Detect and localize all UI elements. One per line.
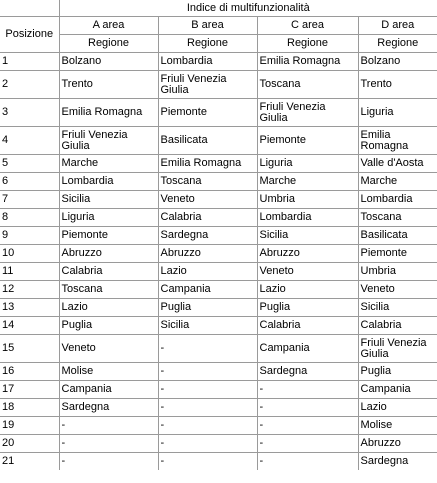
cell-area-c: Marche (257, 173, 358, 191)
cell-area-a: - (59, 453, 158, 471)
cell-area-a: Lombardia (59, 173, 158, 191)
cell-area-b: - (158, 417, 257, 435)
table-row (0, 317, 437, 335)
cell-area-d: Sardegna (358, 453, 437, 471)
cell-area-c: - (257, 435, 358, 453)
corner-cell (0, 0, 59, 17)
table-row (0, 281, 437, 299)
cell-posizione: 1 (0, 53, 59, 71)
cell-area-a: Campania (59, 381, 158, 399)
table-title: Indice di multifunzionalità (59, 0, 437, 17)
cell-area-a: - (59, 435, 158, 453)
cell-area-c: Calabria (257, 317, 358, 335)
cell-area-c: Emilia Romagna (257, 53, 358, 71)
table-row (0, 209, 437, 227)
cell-area-b: - (158, 335, 257, 363)
cell-area-d: Lazio (358, 399, 437, 417)
header-area-c: C area (257, 17, 358, 35)
cell-area-d: Calabria (358, 317, 437, 335)
cell-area-b: Lombardia (158, 53, 257, 71)
cell-area-b: Puglia (158, 299, 257, 317)
header-area-a: A area (59, 17, 158, 35)
cell-area-b: Sicilia (158, 317, 257, 335)
cell-area-d: Bolzano (358, 53, 437, 71)
cell-posizione: 13 (0, 299, 59, 317)
table-row (0, 227, 437, 245)
cell-area-c: Lombardia (257, 209, 358, 227)
table-row (0, 417, 437, 435)
cell-area-a: Molise (59, 363, 158, 381)
cell-area-d: Trento (358, 71, 437, 99)
cell-area-c: - (257, 399, 358, 417)
cell-posizione: 11 (0, 263, 59, 281)
table-body (0, 53, 437, 471)
cell-posizione: 2 (0, 71, 59, 99)
cell-area-c: Toscana (257, 71, 358, 99)
cell-area-d: Toscana (358, 209, 437, 227)
cell-area-b: - (158, 381, 257, 399)
cell-area-d: Veneto (358, 281, 437, 299)
cell-area-a: Abruzzo (59, 245, 158, 263)
cell-area-c: Puglia (257, 299, 358, 317)
cell-posizione: 20 (0, 435, 59, 453)
cell-area-a: Veneto (59, 335, 158, 363)
header-posizione: Posizione (0, 17, 59, 53)
cell-area-a: Emilia Romagna (59, 99, 158, 127)
table-row (0, 53, 437, 71)
cell-area-d: Umbria (358, 263, 437, 281)
cell-area-a: Lazio (59, 299, 158, 317)
cell-posizione: 16 (0, 363, 59, 381)
header-regione-d: Regione (358, 35, 437, 53)
cell-area-c: Sicilia (257, 227, 358, 245)
cell-area-b: Emilia Romagna (158, 155, 257, 173)
table-row (0, 381, 437, 399)
cell-area-d: Liguria (358, 99, 437, 127)
cell-area-d: Molise (358, 417, 437, 435)
cell-area-b: Campania (158, 281, 257, 299)
cell-area-b: Basilicata (158, 127, 257, 155)
table-row (0, 453, 437, 471)
cell-area-c: Umbria (257, 191, 358, 209)
table-row (0, 363, 437, 381)
cell-area-a: Sicilia (59, 191, 158, 209)
cell-posizione: 5 (0, 155, 59, 173)
cell-area-c: Piemonte (257, 127, 358, 155)
table-row (0, 99, 437, 127)
cell-area-a: Sardegna (59, 399, 158, 417)
table-row (0, 127, 437, 155)
header-regione-b: Regione (158, 35, 257, 53)
cell-area-c: - (257, 417, 358, 435)
table-row (0, 435, 437, 453)
cell-area-d: Basilicata (358, 227, 437, 245)
cell-area-b: Sardegna (158, 227, 257, 245)
table-row (0, 173, 437, 191)
cell-posizione: 6 (0, 173, 59, 191)
cell-area-d: Valle d'Aosta (358, 155, 437, 173)
cell-posizione: 10 (0, 245, 59, 263)
cell-area-c: Lazio (257, 281, 358, 299)
cell-area-b: - (158, 435, 257, 453)
cell-posizione: 8 (0, 209, 59, 227)
cell-area-c: Abruzzo (257, 245, 358, 263)
table-row (0, 399, 437, 417)
cell-area-c: Sardegna (257, 363, 358, 381)
cell-area-a: Liguria (59, 209, 158, 227)
cell-area-b: Piemonte (158, 99, 257, 127)
cell-area-b: - (158, 453, 257, 471)
cell-area-d: Puglia (358, 363, 437, 381)
cell-posizione: 15 (0, 335, 59, 363)
cell-area-c: - (257, 381, 358, 399)
cell-posizione: 12 (0, 281, 59, 299)
table-row (0, 245, 437, 263)
table-row (0, 191, 437, 209)
cell-posizione: 14 (0, 317, 59, 335)
cell-area-a: Bolzano (59, 53, 158, 71)
cell-posizione: 3 (0, 99, 59, 127)
header-area-b: B area (158, 17, 257, 35)
header-area-d: D area (358, 17, 437, 35)
cell-area-d: Piemonte (358, 245, 437, 263)
cell-posizione: 17 (0, 381, 59, 399)
header-regione-c: Regione (257, 35, 358, 53)
cell-area-d: Emilia Romagna (358, 127, 437, 155)
cell-posizione: 9 (0, 227, 59, 245)
cell-area-a: Marche (59, 155, 158, 173)
cell-area-a: Friuli Venezia Giulia (59, 127, 158, 155)
cell-posizione: 7 (0, 191, 59, 209)
cell-area-b: - (158, 399, 257, 417)
cell-area-a: - (59, 417, 158, 435)
cell-area-d: Marche (358, 173, 437, 191)
cell-area-b: Toscana (158, 173, 257, 191)
cell-area-c: - (257, 453, 358, 471)
cell-area-a: Toscana (59, 281, 158, 299)
cell-area-b: Friuli Venezia Giulia (158, 71, 257, 99)
header-regione-a: Regione (59, 35, 158, 53)
table-row (0, 335, 437, 363)
cell-posizione: 4 (0, 127, 59, 155)
cell-area-b: Veneto (158, 191, 257, 209)
cell-area-a: Puglia (59, 317, 158, 335)
cell-area-c: Veneto (257, 263, 358, 281)
table-row (0, 299, 437, 317)
cell-area-a: Trento (59, 71, 158, 99)
table-row (0, 71, 437, 99)
cell-area-a: Calabria (59, 263, 158, 281)
cell-area-b: Lazio (158, 263, 257, 281)
cell-posizione: 18 (0, 399, 59, 417)
cell-area-b: - (158, 363, 257, 381)
cell-posizione: 19 (0, 417, 59, 435)
cell-area-a: Piemonte (59, 227, 158, 245)
cell-area-b: Calabria (158, 209, 257, 227)
cell-area-d: Friuli Venezia Giulia (358, 335, 437, 363)
table-row (0, 155, 437, 173)
cell-area-d: Campania (358, 381, 437, 399)
cell-area-c: Liguria (257, 155, 358, 173)
cell-area-c: Campania (257, 335, 358, 363)
cell-posizione: 21 (0, 453, 59, 471)
table-row (0, 263, 437, 281)
cell-area-d: Sicilia (358, 299, 437, 317)
cell-area-c: Friuli Venezia Giulia (257, 99, 358, 127)
cell-area-d: Lombardia (358, 191, 437, 209)
cell-area-d: Abruzzo (358, 435, 437, 453)
cell-area-b: Abruzzo (158, 245, 257, 263)
